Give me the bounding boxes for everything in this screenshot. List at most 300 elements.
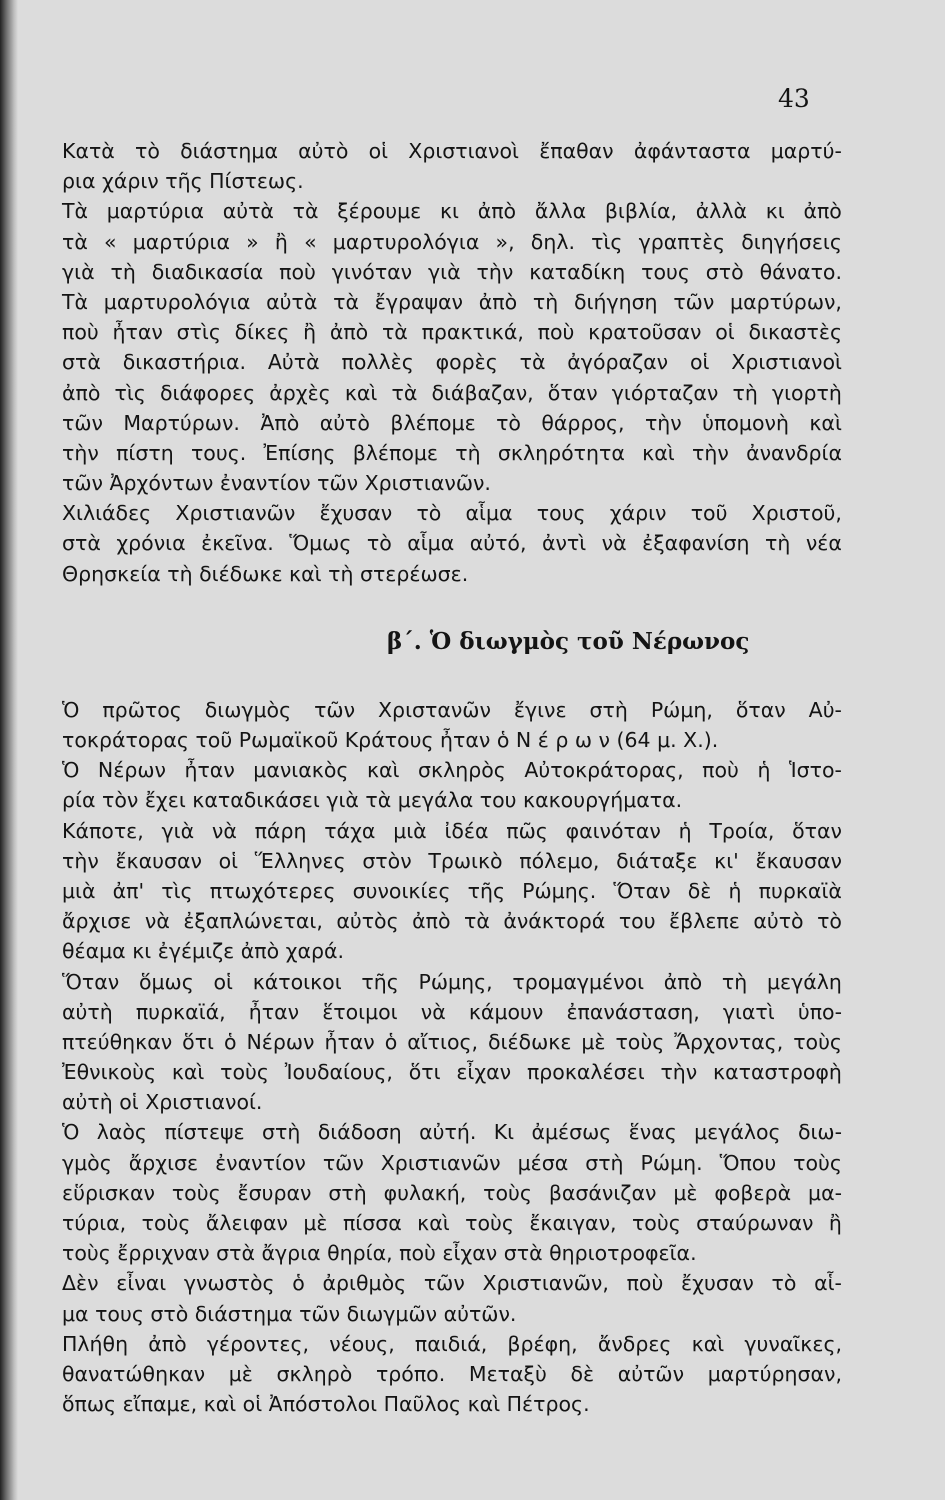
word: Πλήθη — [62, 1331, 129, 1356]
word: Ἰουδαίους, — [284, 1060, 393, 1085]
word: » — [246, 229, 259, 254]
word: ἔβλεπε — [669, 909, 740, 934]
word: γιατὶ — [722, 999, 775, 1024]
word: σταύρωναν — [696, 1211, 814, 1235]
text-line — [62, 317, 842, 347]
line-text: τῶν Ἀρχόντων ἐναντίον τῶν Χριστιανῶν. — [62, 471, 491, 496]
word: τοὺς — [220, 1060, 269, 1085]
word: ἀντὶ — [541, 531, 587, 556]
word: νέους, — [329, 1331, 395, 1356]
word: Νέρων — [246, 1029, 315, 1054]
word: τὶς — [161, 878, 193, 903]
word: ἄλειφαν — [205, 1211, 288, 1235]
word: ἀγόραζαν — [567, 350, 669, 375]
word: ἐπανάσταση, — [566, 999, 700, 1024]
word: νέα — [805, 531, 842, 556]
text-line — [62, 468, 842, 498]
word: τους — [641, 259, 690, 284]
word: αὐτὰ — [266, 289, 318, 314]
line-text: αὐτὴ οἱ Χριστιανοί. — [62, 1090, 263, 1115]
word: τοὺς — [631, 1211, 681, 1235]
word: διωγμὸς — [204, 697, 292, 722]
word: αὐτὴ — [62, 999, 113, 1024]
word: ἀφάνταστα — [633, 139, 751, 163]
word: εὕρισκαν — [62, 1180, 155, 1205]
text-line — [62, 1359, 842, 1389]
word: ποὺ — [279, 259, 316, 284]
word: πυρκαϊὰ — [758, 878, 842, 903]
word: νὰ — [420, 999, 446, 1024]
word: νὰ — [211, 818, 237, 843]
word: πίσσα — [342, 1211, 402, 1235]
text-line — [62, 347, 842, 377]
text-line — [62, 166, 842, 196]
word: προκαλέσει — [526, 1060, 645, 1085]
word: ἀπὸ — [663, 969, 703, 994]
word: αἷ- — [814, 1271, 842, 1296]
word: γνωστὸς — [183, 1271, 275, 1296]
word: μαρτύρων, — [730, 289, 842, 314]
word: ἔπαθαν — [539, 139, 614, 163]
body-text — [62, 136, 842, 1419]
word: καὶ — [171, 1060, 205, 1085]
word: στὸ — [705, 259, 744, 284]
word: Τὰ — [62, 289, 89, 314]
word: Ὅμως — [289, 531, 352, 556]
word: φαινόταν — [565, 818, 661, 843]
word: διαδικασία — [151, 259, 264, 284]
word: ὅταν — [792, 818, 842, 843]
word: « — [104, 229, 117, 254]
word: Ἀπὸ — [260, 410, 300, 435]
word: τοὺς — [615, 1029, 665, 1054]
word: ἀπ' — [112, 878, 145, 903]
text-line — [62, 378, 842, 408]
word: μαρτύ- — [770, 139, 842, 163]
word: διάδοση — [317, 1120, 402, 1145]
word: φοβερὰ — [714, 1180, 792, 1205]
word: τὰ — [333, 289, 359, 314]
word: γινόταν — [331, 259, 413, 284]
word: Αὐτοκράτορας, — [524, 758, 684, 783]
word: αὐτὸ — [298, 139, 349, 163]
word: ἀπὸ — [477, 199, 517, 224]
word: τους — [536, 501, 586, 526]
word: « — [304, 229, 317, 254]
text-line — [62, 1268, 842, 1298]
word: λαὸς — [96, 1120, 147, 1145]
word: Ρώμη, — [650, 697, 713, 722]
word: Μαρτύρων. — [123, 410, 240, 435]
word: ἐναντίον — [215, 1150, 306, 1175]
word: τὸ — [771, 1271, 797, 1296]
word: πίστεψε — [164, 1120, 245, 1145]
word: ἢ — [274, 229, 288, 254]
text-line — [62, 1178, 842, 1208]
word: Αὐ- — [808, 697, 842, 722]
word: σκληρὸ — [276, 1361, 353, 1386]
word: σκληρὸς — [418, 758, 506, 783]
word: ἀριθμὸς — [322, 1271, 407, 1296]
word: ὑπο- — [797, 999, 842, 1024]
text-line — [62, 528, 842, 558]
word: του — [618, 909, 656, 934]
text-line — [62, 785, 842, 815]
word: γμὸς — [62, 1150, 112, 1175]
word: Ὅταν — [62, 969, 120, 994]
word: βλέπομε — [390, 410, 476, 435]
word: γέροντες, — [206, 1331, 310, 1356]
word: Ὁ — [62, 758, 80, 783]
word: Αὐτὰ — [267, 350, 320, 375]
word: ἡ — [678, 818, 692, 843]
word: ἔκαιγαν, — [529, 1211, 617, 1235]
word: στὴ — [585, 1150, 624, 1175]
word: τὰ — [464, 909, 490, 934]
text-line — [62, 1389, 842, 1419]
word: βασάνιζαν — [548, 1180, 657, 1205]
word: σκληρότητα — [497, 440, 625, 465]
word: ἰδέα — [444, 818, 489, 843]
word: νὰ — [144, 909, 170, 934]
word: πτεύθηκαν — [62, 1029, 173, 1054]
word: αἷμα — [407, 531, 455, 556]
word: καὶ — [809, 410, 842, 435]
word: μαρτύρησαν, — [707, 1361, 842, 1386]
word: τῶν — [673, 289, 715, 314]
word: αἴτιος, — [407, 1029, 479, 1054]
line-text: Θρησκεία τὴ διέδωκε καὶ τὴ στερέωσε. — [62, 561, 469, 586]
word: αὐτὸ — [319, 410, 370, 435]
word: ποὺ — [702, 758, 739, 783]
word: ἀπὸ — [62, 380, 101, 405]
text-line — [62, 438, 842, 468]
word: μεγάλος — [694, 1120, 781, 1145]
word: τρόπο. — [375, 1361, 446, 1386]
word: ἐξαφανίση — [642, 531, 750, 556]
word: τὴ — [455, 440, 481, 465]
word: », — [495, 229, 515, 254]
word: δὲ — [687, 878, 712, 903]
word: τὶς — [114, 380, 146, 405]
word: κάμουν — [468, 999, 544, 1024]
word: διέδωκε — [488, 1029, 572, 1054]
word: ἀπὸ — [148, 1331, 187, 1356]
text-line — [62, 1148, 842, 1178]
text-line — [62, 695, 842, 725]
word: ἦταν — [248, 999, 300, 1024]
word: πόλεμο, — [519, 848, 600, 873]
text-line — [62, 196, 842, 226]
word: ἡ — [757, 758, 771, 783]
word: μιὰ — [62, 878, 96, 903]
word: αὐτὸς — [336, 909, 399, 934]
word: διω- — [797, 1120, 842, 1145]
word: θάνατο. — [759, 259, 842, 284]
word: Χριστιανῶν — [380, 1150, 501, 1175]
word: καταστροφὴ — [713, 1060, 842, 1085]
word: Χριστοῦ, — [751, 501, 842, 526]
word: τοὺς — [483, 1180, 532, 1205]
word: χάριν — [609, 501, 667, 526]
word: τὴ — [765, 531, 791, 556]
word: μαρτύρια — [132, 229, 230, 254]
word: ἔχυσαν — [319, 501, 393, 526]
text-line — [62, 876, 842, 906]
word: ὁ — [223, 1029, 237, 1054]
word: ἀμέσως — [531, 1120, 612, 1145]
word: τοὺς — [141, 1211, 191, 1235]
word: δηλ. — [530, 229, 575, 254]
word: τὸ — [496, 410, 521, 435]
word: κι — [765, 199, 785, 224]
word: μὲ — [303, 1211, 328, 1235]
word: διάφορες — [159, 380, 256, 405]
word: τὴν — [660, 1060, 698, 1085]
word: τους. — [190, 440, 247, 465]
text-line — [62, 1299, 842, 1329]
line-text: τοκράτορας τοῦ Ρωμαϊκοῦ Κράτους ἦταν ὁ Ν έ ρ ω ν (64 μ. Χ.). — [62, 728, 719, 752]
word: τάχα — [324, 818, 376, 843]
word: ἔχυσαν — [681, 1271, 754, 1296]
word: μὲ — [581, 1029, 606, 1054]
word: ἀλλὰ — [695, 199, 748, 224]
word: ὅτι — [182, 1029, 214, 1054]
word: ὅταν — [547, 380, 598, 405]
word: Ἕλληνες — [254, 848, 346, 873]
word: στὰ — [62, 350, 101, 375]
text-line — [62, 997, 842, 1027]
word: τοὺς — [793, 1150, 842, 1175]
word: τύρια, — [62, 1211, 127, 1235]
word: τὴ — [532, 289, 559, 314]
word: Ρώμη. — [640, 1150, 703, 1175]
line-text: ρια χάριν τῆς Πίστεως. — [62, 169, 304, 194]
word: τὴ — [110, 259, 136, 284]
text-line — [62, 967, 842, 997]
word: ἄρχισε — [128, 1150, 199, 1175]
word: ἔγινε — [513, 697, 567, 722]
word: στὴ — [328, 1180, 367, 1205]
word: ἦταν — [324, 1029, 375, 1054]
word: γυναῖκες, — [744, 1331, 842, 1356]
word: γιορτὴ — [771, 380, 842, 405]
word: ἕνας — [628, 1120, 677, 1145]
word: τὰ — [292, 199, 319, 224]
word: τὴ — [721, 969, 748, 994]
word: Δὲν — [62, 1271, 99, 1296]
word: ἄλλα — [534, 199, 587, 224]
word: ἄνδρες — [597, 1331, 672, 1356]
word: μιὰ — [393, 818, 427, 843]
word: οἱ — [213, 969, 233, 994]
line-text: ὅπως εἴπαμε, καὶ οἱ Ἀπόστολοι Παῦλος καὶ Πέτρος. — [62, 1392, 590, 1417]
word: ἀρχὲς — [269, 380, 331, 405]
word: μεγάλη — [766, 969, 842, 994]
word: εἶναι — [116, 1271, 167, 1296]
word: Κι — [493, 1120, 515, 1145]
word: τὴν — [62, 440, 99, 465]
word: διηγήσεις — [741, 229, 842, 254]
word: Ἐπίσης — [263, 440, 336, 465]
word: Ρώμης, — [418, 969, 493, 994]
word: Χριστιανῶν, — [482, 1271, 609, 1296]
text-line — [62, 846, 842, 876]
text-line — [62, 1329, 842, 1359]
word: μαρτυρολόγια — [332, 229, 480, 254]
word: γιὰ — [62, 259, 95, 284]
line-text: τοὺς ἔρριχναν στὰ ἄγρια θηρία, ποὺ εἶχαν στὰ θηριοτροφεῖα. — [62, 1241, 697, 1266]
text-line — [62, 1238, 842, 1268]
text-line — [62, 287, 842, 317]
text-line — [62, 1087, 842, 1117]
word: τὴν — [476, 259, 514, 284]
word: δικαστὲς — [748, 320, 842, 345]
word: τὰ — [62, 229, 88, 254]
word: ἐκεῖνα. — [201, 531, 274, 556]
word: πῶς — [506, 818, 548, 843]
word: τὰ — [391, 380, 418, 405]
word: Χριστανῶν — [378, 697, 491, 722]
word: τὸ — [366, 531, 392, 556]
word: Τρωικὸ — [428, 848, 503, 873]
word: θάρρος, — [541, 410, 625, 435]
word: ὅμως — [138, 969, 194, 994]
word: καὶ — [642, 440, 675, 465]
word: καταδίκη — [529, 259, 626, 284]
text-line — [62, 227, 842, 257]
word: ἢ — [303, 320, 317, 345]
word: Τροία, — [709, 818, 775, 843]
word: ξέρουμε — [337, 199, 422, 224]
word: Ρώμης. — [522, 878, 597, 903]
word: πτωχότερες — [209, 878, 336, 903]
word: τρομαγμένοι — [512, 969, 645, 994]
text-line — [62, 257, 842, 287]
word: ὅταν — [735, 697, 786, 722]
word: μὲ — [228, 1361, 253, 1386]
word: τοὺς — [465, 1211, 514, 1235]
word: διάβαζαν, — [431, 380, 534, 405]
word: διάταξε — [616, 848, 698, 873]
word: πίστη — [116, 440, 174, 465]
word: τῶν — [423, 1271, 465, 1296]
word: αὐτό, — [469, 531, 527, 556]
word: τὶς — [591, 229, 623, 254]
word: κι' — [714, 848, 739, 873]
word: τὴν — [691, 440, 729, 465]
word: Ἱστο- — [788, 758, 842, 783]
section-heading: β΄. Ὁ διωγμὸς τοῦ Νέρωνος — [387, 627, 750, 655]
word: μέσα — [517, 1150, 569, 1175]
word: εἶχαν — [456, 1060, 512, 1085]
word: στὰ — [62, 531, 101, 556]
word: οἱ — [715, 320, 735, 345]
word: κρατοῦσαν — [588, 320, 702, 345]
word: ἔσυραν — [237, 1180, 312, 1205]
word: βρέφη, — [507, 1331, 578, 1356]
word: ἡ — [728, 878, 742, 903]
text-line — [62, 725, 842, 755]
word: στὸν — [362, 848, 412, 873]
text-line — [62, 408, 842, 438]
word: ποὺ — [626, 1271, 664, 1296]
word: οἱ — [218, 848, 239, 873]
word: ἀπὸ — [329, 320, 369, 345]
word: τοὺς — [171, 1180, 221, 1205]
line-text: μα τους στὸ διάστημα τῶν διωγμῶν αὐτῶν. — [62, 1301, 517, 1326]
word: ἔγραψαν — [374, 289, 463, 314]
word: τὴ — [732, 380, 758, 405]
line-text: θέαμα κι ἐγέμιζε ἀπὸ χαρά. — [62, 939, 345, 964]
word: φυλακή, — [383, 1180, 467, 1205]
word: ὁ — [292, 1271, 305, 1296]
word: νὰ — [601, 531, 627, 556]
word: καὶ — [417, 1211, 450, 1235]
word: γιὰ — [428, 259, 461, 284]
word: καὶ — [691, 1331, 725, 1356]
word: οἱ — [689, 350, 710, 375]
word: καὶ — [366, 758, 400, 783]
word: γραπτὲς — [638, 229, 726, 254]
line-text: ρία τὸν ἔχει καταδικάσει γιὰ τὰ μεγάλα του κακουργήματα. — [62, 788, 683, 813]
word: γιὰ — [161, 818, 195, 843]
text-line — [62, 1117, 842, 1147]
word: μανιακὸς — [253, 758, 349, 783]
word: ὅτι — [408, 1060, 441, 1085]
word: διάστημα — [180, 139, 278, 163]
text-line — [62, 136, 842, 166]
word: Χριστιανοὶ — [731, 350, 842, 375]
word: πρακτικά, — [421, 320, 524, 345]
word: τὸ — [817, 909, 842, 934]
word: τῶν — [314, 697, 356, 722]
word: Ὁ — [62, 697, 80, 722]
text-line — [62, 498, 842, 528]
word: διήγηση — [573, 289, 658, 314]
word: αἷμα — [465, 501, 513, 526]
word: καὶ — [344, 380, 378, 405]
word: ὑπομονὴ — [702, 410, 789, 435]
word: τοῦ — [690, 501, 728, 526]
word: ἀνάκτορά — [503, 909, 606, 934]
text-line — [62, 816, 842, 846]
page-edge — [0, 0, 18, 1500]
word: ἕτοιμοι — [322, 999, 398, 1024]
word: πυρκαϊά, — [135, 999, 226, 1024]
text-line — [62, 906, 842, 936]
word: ἦταν — [112, 320, 163, 345]
word: ἄρχισε — [62, 909, 132, 934]
word: ἔκαυσαν — [755, 848, 842, 873]
word: θανατώθηκαν — [62, 1361, 206, 1386]
word: ἀνανδρία — [746, 440, 842, 465]
word: βλέπομε — [352, 440, 439, 465]
word: Ἄρχοντας, — [674, 1029, 784, 1054]
word: φορὲς — [435, 350, 498, 375]
word: χρόνια — [116, 531, 186, 556]
word: τῆς — [467, 878, 506, 903]
word: Ὅταν — [613, 878, 671, 903]
page-number: 43 — [778, 84, 810, 113]
word: πάρη — [254, 818, 307, 843]
word: ἀπὸ — [478, 289, 518, 314]
word: τῶν — [62, 410, 103, 435]
word: συνοικίες — [352, 878, 451, 903]
word: πολλὲς — [341, 350, 414, 375]
word: κι — [439, 199, 459, 224]
word: Νέρων — [97, 758, 166, 783]
